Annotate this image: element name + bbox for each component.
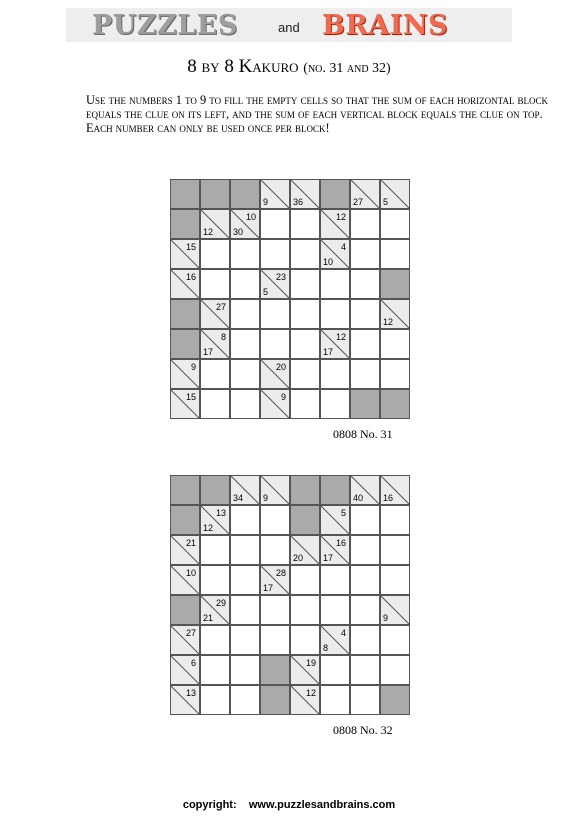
clue-across: 27 xyxy=(185,628,196,638)
blocked-cell xyxy=(230,179,260,209)
clue-down: 27 xyxy=(353,197,364,207)
entry-cell[interactable] xyxy=(350,239,380,269)
entry-cell[interactable] xyxy=(230,535,260,565)
entry-cell[interactable] xyxy=(230,505,260,535)
entry-cell[interactable] xyxy=(350,359,380,389)
entry-cell[interactable] xyxy=(380,655,410,685)
entry-cell[interactable] xyxy=(320,595,350,625)
blocked-cell xyxy=(170,475,200,505)
entry-cell[interactable] xyxy=(230,239,260,269)
entry-cell[interactable] xyxy=(350,329,380,359)
clue-across: 15 xyxy=(185,392,196,402)
copyright: copyright: www.puzzlesandbrains.com xyxy=(182,799,396,811)
entry-cell[interactable] xyxy=(260,329,290,359)
page-title xyxy=(0,56,578,78)
entry-cell[interactable] xyxy=(350,209,380,239)
clue-cell xyxy=(200,209,230,239)
clue-cell xyxy=(170,359,200,389)
clue-across: 6 xyxy=(190,658,196,668)
clue-cell xyxy=(290,655,320,685)
entry-cell[interactable] xyxy=(350,625,380,655)
entry-cell[interactable] xyxy=(380,329,410,359)
clue-cell xyxy=(380,299,410,329)
clue-down: 9 xyxy=(263,197,269,207)
clue-cell xyxy=(380,475,410,505)
clue-down: 12 xyxy=(203,227,214,237)
clue-across: 15 xyxy=(185,242,196,252)
entry-cell[interactable] xyxy=(200,389,230,419)
entry-cell[interactable] xyxy=(230,625,260,655)
clue-cell xyxy=(200,299,230,329)
clue-across: 28 xyxy=(275,568,286,578)
clue-cell xyxy=(230,209,260,239)
clue-down: 12 xyxy=(203,523,214,533)
blocked-cell xyxy=(170,329,200,359)
blocked-cell xyxy=(260,685,290,715)
logo-puzzles: PUZZLES xyxy=(92,10,238,41)
entry-cell[interactable] xyxy=(290,565,320,595)
entry-cell[interactable] xyxy=(350,269,380,299)
kakuro-puzzle-32 xyxy=(170,475,410,715)
puzzle-label-31: 0808 No. 31 xyxy=(333,427,393,441)
entry-cell[interactable] xyxy=(290,595,320,625)
clue-down: 5 xyxy=(263,287,269,297)
entry-cell[interactable] xyxy=(350,565,380,595)
clue-cell xyxy=(350,179,380,209)
clue-across: 9 xyxy=(280,392,286,402)
kakuro-puzzle-31 xyxy=(170,179,410,419)
blocked-cell xyxy=(170,505,200,535)
blocked-cell xyxy=(350,389,380,419)
clue-cell xyxy=(200,329,230,359)
entry-cell[interactable] xyxy=(290,209,320,239)
entry-cell[interactable] xyxy=(350,685,380,715)
clue-across: 13 xyxy=(185,688,196,698)
clue-cell xyxy=(200,505,230,535)
clue-down: 36 xyxy=(293,197,304,207)
blocked-cell xyxy=(380,269,410,299)
clue-cell xyxy=(260,389,290,419)
blocked-cell xyxy=(170,299,200,329)
entry-cell[interactable] xyxy=(320,269,350,299)
entry-cell[interactable] xyxy=(350,655,380,685)
entry-cell[interactable] xyxy=(260,239,290,269)
clue-down: 30 xyxy=(233,227,244,237)
clue-cell xyxy=(290,535,320,565)
entry-cell[interactable] xyxy=(230,655,260,685)
clue-cell xyxy=(320,505,350,535)
clue-across: 5 xyxy=(340,508,346,518)
entry-cell[interactable] xyxy=(260,299,290,329)
entry-cell[interactable] xyxy=(290,625,320,655)
title-sub: (no. 31 and 32) xyxy=(303,61,391,76)
entry-cell[interactable] xyxy=(260,625,290,655)
clue-cell xyxy=(320,239,350,269)
blocked-cell xyxy=(380,389,410,419)
clue-cell xyxy=(170,389,200,419)
clue-cell xyxy=(320,535,350,565)
entry-cell[interactable] xyxy=(200,655,230,685)
blocked-cell xyxy=(290,505,320,535)
entry-cell[interactable] xyxy=(230,299,260,329)
puzzle-label-32: 0808 No. 32 xyxy=(333,723,393,737)
clue-cell xyxy=(320,329,350,359)
clue-cell xyxy=(260,565,290,595)
clue-across: 27 xyxy=(215,302,226,312)
entry-cell[interactable] xyxy=(320,389,350,419)
clue-across: 16 xyxy=(185,272,196,282)
clue-across: 4 xyxy=(340,242,346,252)
entry-cell[interactable] xyxy=(290,389,320,419)
clue-across: 13 xyxy=(215,508,226,518)
blocked-cell xyxy=(320,179,350,209)
clue-cell xyxy=(320,209,350,239)
clue-cell xyxy=(170,655,200,685)
entry-cell[interactable] xyxy=(380,535,410,565)
clue-cell xyxy=(260,475,290,505)
entry-cell[interactable] xyxy=(320,565,350,595)
clue-down: 8 xyxy=(323,643,329,653)
entry-cell[interactable] xyxy=(290,299,320,329)
clue-across: 12 xyxy=(305,688,316,698)
clue-down: 21 xyxy=(203,613,214,623)
title-main: 8 by 8 Kakuro xyxy=(187,56,299,77)
clue-across: 12 xyxy=(335,212,346,222)
clue-cell xyxy=(200,595,230,625)
entry-cell[interactable] xyxy=(350,595,380,625)
clue-down: 40 xyxy=(353,493,364,503)
clue-across: 23 xyxy=(275,272,286,282)
entry-cell[interactable] xyxy=(200,685,230,715)
entry-cell[interactable] xyxy=(350,505,380,535)
blocked-cell xyxy=(320,475,350,505)
clue-cell xyxy=(260,179,290,209)
clue-cell xyxy=(170,685,200,715)
entry-cell[interactable] xyxy=(380,209,410,239)
clue-across: 20 xyxy=(275,362,286,372)
clue-across: 21 xyxy=(185,538,196,548)
clue-cell xyxy=(380,179,410,209)
entry-cell[interactable] xyxy=(200,239,230,269)
clue-cell xyxy=(290,179,320,209)
entry-cell[interactable] xyxy=(380,239,410,269)
clue-across: 10 xyxy=(245,212,256,222)
logo-and: and xyxy=(278,20,300,35)
clue-cell xyxy=(260,359,290,389)
entry-cell[interactable] xyxy=(230,359,260,389)
entry-cell[interactable] xyxy=(230,389,260,419)
clue-down: 9 xyxy=(383,613,389,623)
blocked-cell xyxy=(290,475,320,505)
entry-cell[interactable] xyxy=(380,625,410,655)
clue-down: 16 xyxy=(383,493,394,503)
logo-brains: BRAINS xyxy=(322,10,449,41)
blocked-cell xyxy=(200,475,230,505)
clue-down: 5 xyxy=(383,197,389,207)
entry-cell[interactable] xyxy=(230,595,260,625)
clue-cell xyxy=(170,535,200,565)
blocked-cell xyxy=(170,209,200,239)
clue-down: 10 xyxy=(323,257,334,267)
clue-across: 9 xyxy=(190,362,196,372)
blocked-cell xyxy=(170,595,200,625)
entry-cell[interactable] xyxy=(290,239,320,269)
entry-cell[interactable] xyxy=(230,329,260,359)
clue-down: 12 xyxy=(383,317,394,327)
entry-cell[interactable] xyxy=(320,299,350,329)
clue-cell xyxy=(380,595,410,625)
clue-across: 19 xyxy=(305,658,316,668)
clue-down: 9 xyxy=(263,493,269,503)
clue-across: 10 xyxy=(185,568,196,578)
entry-cell[interactable] xyxy=(230,685,260,715)
entry-cell[interactable] xyxy=(260,595,290,625)
entry-cell[interactable] xyxy=(260,535,290,565)
clue-cell xyxy=(260,269,290,299)
clue-down: 17 xyxy=(263,583,274,593)
entry-cell[interactable] xyxy=(200,269,230,299)
blocked-cell xyxy=(260,655,290,685)
clue-across: 8 xyxy=(220,332,226,342)
blocked-cell xyxy=(200,179,230,209)
clue-down: 17 xyxy=(323,347,334,357)
clue-down: 20 xyxy=(293,553,304,563)
clue-across: 29 xyxy=(215,598,226,608)
entry-cell[interactable] xyxy=(350,535,380,565)
clue-cell xyxy=(350,475,380,505)
entry-cell[interactable] xyxy=(230,269,260,299)
entry-cell[interactable] xyxy=(200,359,230,389)
blocked-cell xyxy=(380,685,410,715)
clue-cell xyxy=(230,475,260,505)
entry-cell[interactable] xyxy=(200,565,230,595)
clue-across: 12 xyxy=(335,332,346,342)
clue-down: 34 xyxy=(233,493,244,503)
clue-cell xyxy=(170,565,200,595)
entry-cell[interactable] xyxy=(290,329,320,359)
clue-cell xyxy=(170,625,200,655)
clue-down: 17 xyxy=(203,347,214,357)
entry-cell[interactable] xyxy=(200,535,230,565)
entry-cell[interactable] xyxy=(380,505,410,535)
instructions: Use the numbers 1 to 9 to fill the empty cells so that the sum of each horizontal block equals the clue on its left, and the sum of each vertical block equals the clue on top. Each number can only be used once per block! xyxy=(86,93,549,135)
entry-cell[interactable] xyxy=(290,269,320,299)
clue-cell xyxy=(290,685,320,715)
clue-cell xyxy=(170,239,200,269)
entry-cell[interactable] xyxy=(320,685,350,715)
clue-cell xyxy=(170,269,200,299)
entry-cell[interactable] xyxy=(260,505,290,535)
entry-cell[interactable] xyxy=(380,359,410,389)
entry-cell[interactable] xyxy=(200,625,230,655)
entry-cell[interactable] xyxy=(320,655,350,685)
clue-cell xyxy=(320,625,350,655)
entry-cell[interactable] xyxy=(350,299,380,329)
clue-across: 16 xyxy=(335,538,346,548)
clue-down: 17 xyxy=(323,553,334,563)
entry-cell[interactable] xyxy=(380,565,410,595)
blocked-cell xyxy=(170,179,200,209)
clue-across: 4 xyxy=(340,628,346,638)
entry-cell[interactable] xyxy=(290,359,320,389)
entry-cell[interactable] xyxy=(230,565,260,595)
entry-cell[interactable] xyxy=(320,359,350,389)
entry-cell[interactable] xyxy=(260,209,290,239)
